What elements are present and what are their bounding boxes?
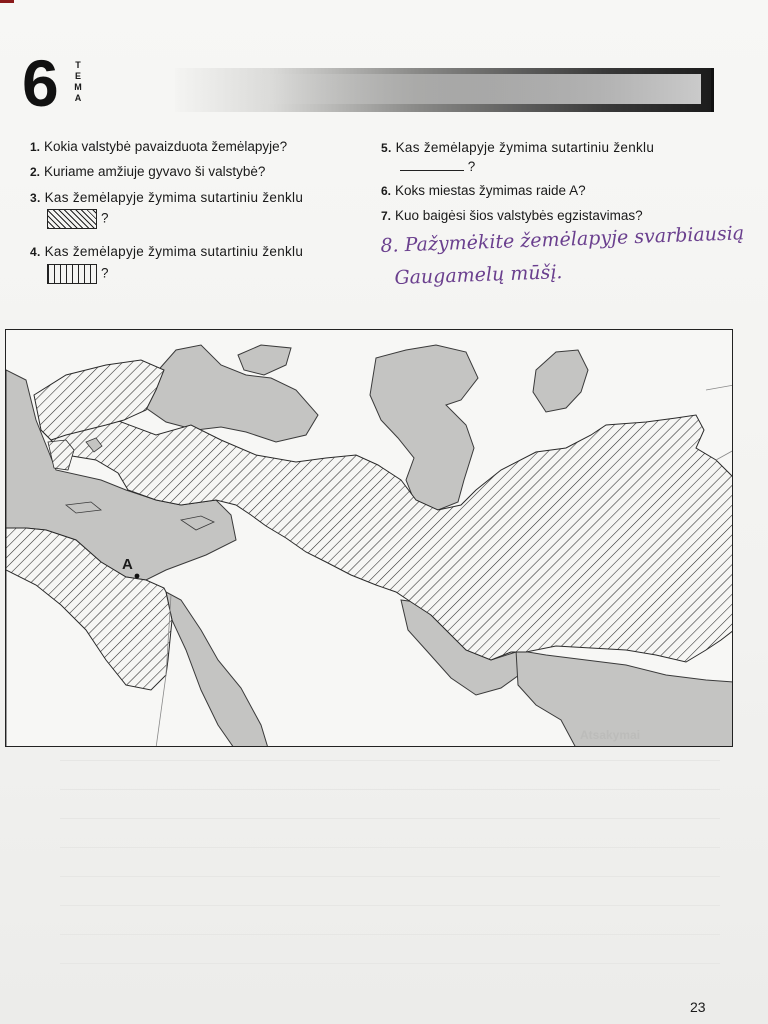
question-2: 2. Kuriame amžiuje gyvavo ši valstybė? xyxy=(30,164,266,179)
question-5: 5. Kas žemėlapyje žymima sutartiniu ženklu xyxy=(381,140,655,155)
faint-show-through-text: Atsakymai xyxy=(580,728,641,742)
city-label-a: A xyxy=(122,556,133,573)
answer-blank xyxy=(400,158,464,171)
show-through-lines xyxy=(60,760,720,992)
topic-letter: M xyxy=(74,82,82,92)
handwritten-question-8: 8. Pažymėkite žemėlapyje svarbiausią xyxy=(380,222,745,257)
title-banner xyxy=(175,68,714,112)
map-svg xyxy=(6,330,733,747)
question-3-legend: ? xyxy=(47,209,109,229)
historical-map xyxy=(5,329,733,747)
question-7: 7. Kuo baigėsi šios valstybės egzistavimas? xyxy=(381,208,643,223)
city-a-marker xyxy=(135,574,140,579)
corner-mark xyxy=(0,0,14,3)
question-4-legend: ? xyxy=(47,264,109,284)
handwritten-question-8-cont: Gaugamelų mūšį. xyxy=(394,261,563,289)
question-3: 3. Kas žemėlapyje žymima sutartiniu ženklu xyxy=(30,190,304,205)
question-1: 1. Kokia valstybė pavaizduota žemėlapyje? xyxy=(30,139,288,154)
question-6: 6. Koks miestas žymimas raide A? xyxy=(381,183,586,198)
topic-word xyxy=(72,60,84,104)
diagonal-hatch-legend xyxy=(47,209,97,229)
topic-number: 6 xyxy=(22,46,59,120)
topic-letter: E xyxy=(74,71,81,81)
page-number: 23 xyxy=(690,999,706,1015)
topic-letter: T xyxy=(75,60,81,70)
topic-letter: A xyxy=(74,93,82,103)
question-5-blank: ? xyxy=(400,158,475,175)
question-4: 4. Kas žemėlapyje žymima sutartiniu ženklu xyxy=(30,244,304,259)
vertical-hatch-legend xyxy=(47,264,97,284)
